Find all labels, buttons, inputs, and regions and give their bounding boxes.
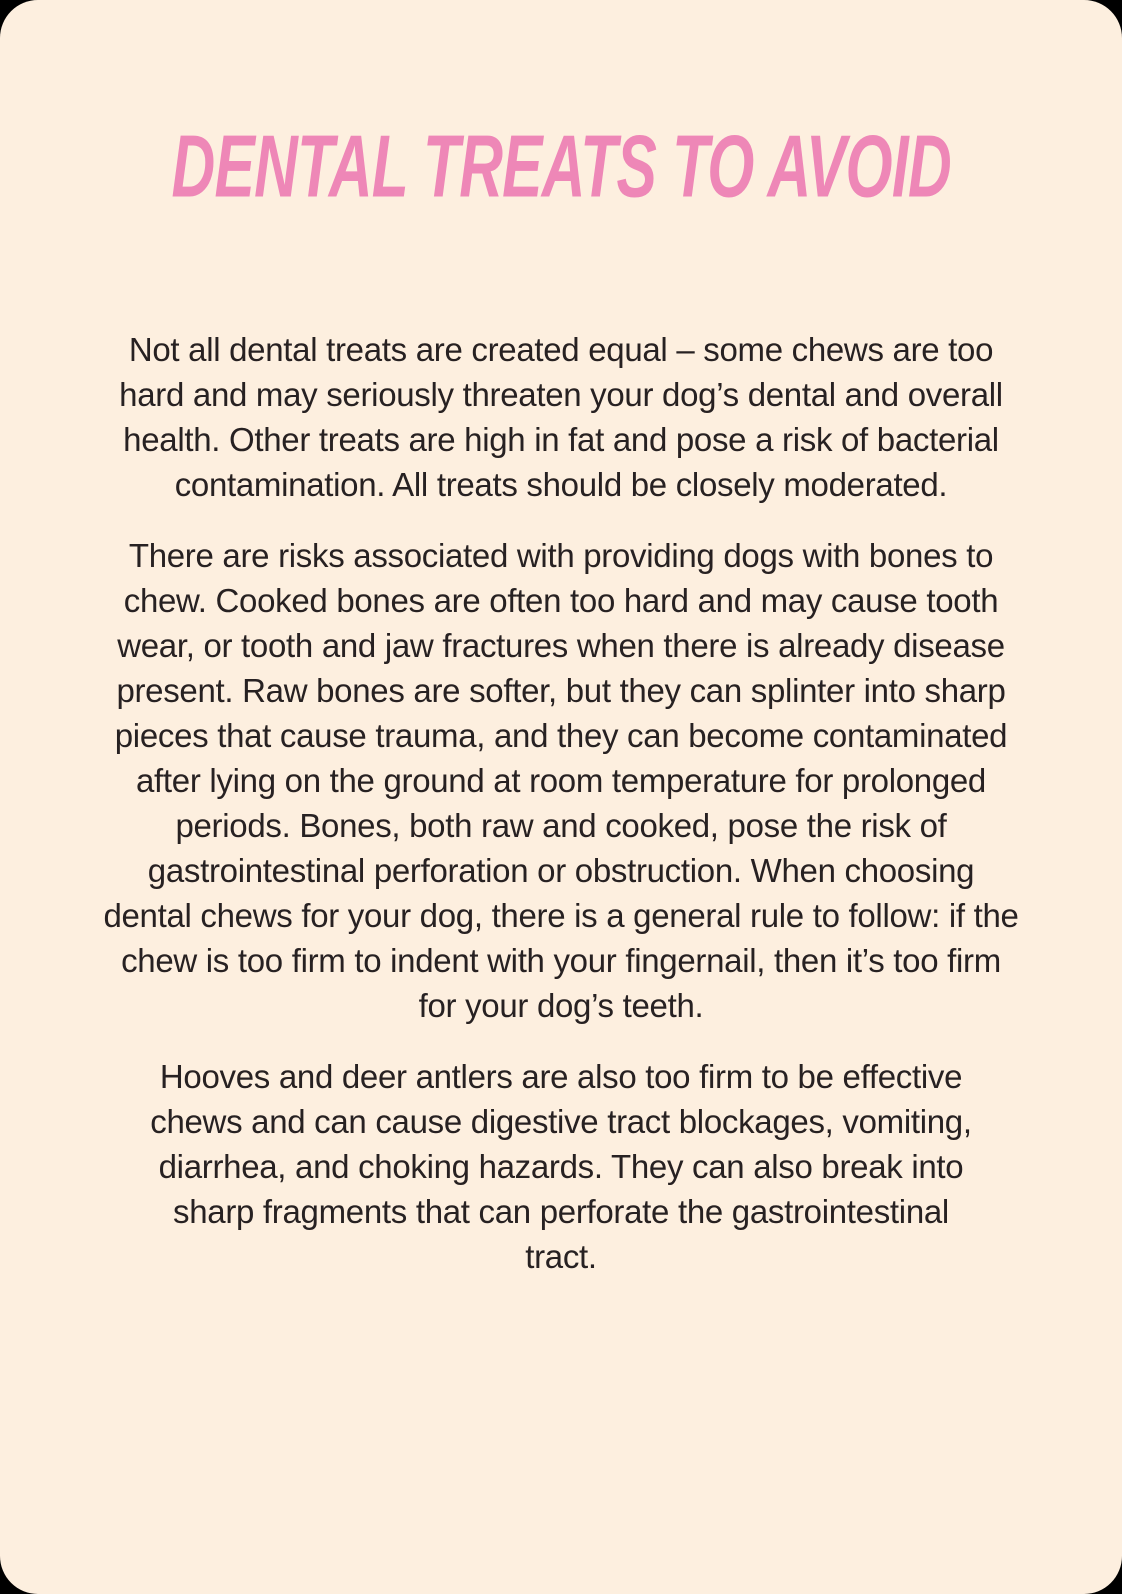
paragraph-hooves-antlers: Hooves and deer antlers are also too firm to be effective chews and can cause digestive tract blockages, vomiting, diarrhea, and choking hazards. They can also break into sharp fragments that can perforate the gastrointestinal tract. [150, 1058, 972, 1275]
paragraph-bones-risks: There are risks associated with providing dogs with bones to chew. Cooked bones are often too hard and may cause tooth wear, or tooth and jaw fractures when there is already disease present. Raw bones are softer, but they can splinter into sharp pieces that cause trauma, and they can become contaminated after lying on the ground at room temperature for prolonged periods. Bones, both raw and cooked, pose the risk of gastrointestinal perforation or obstruction. When choosing dental chews for your dog, there is a general rule to follow: if the chew is too firm to indent with your fingernail, then it’s too firm for your dog’s teeth. [103, 537, 1019, 1024]
page-title: DENTAL TREATS TO AVOID [171, 116, 951, 216]
paragraph-intro: Not all dental treats are created equal – some chews are too hard and may seriously threaten your dog’s dental and overall health. Other treats are high in fat and pose a risk of bacterial contamination. All treats should be closely moderated. [119, 331, 1003, 503]
body-text [0, 327, 1122, 1279]
title-container [0, 118, 1122, 215]
